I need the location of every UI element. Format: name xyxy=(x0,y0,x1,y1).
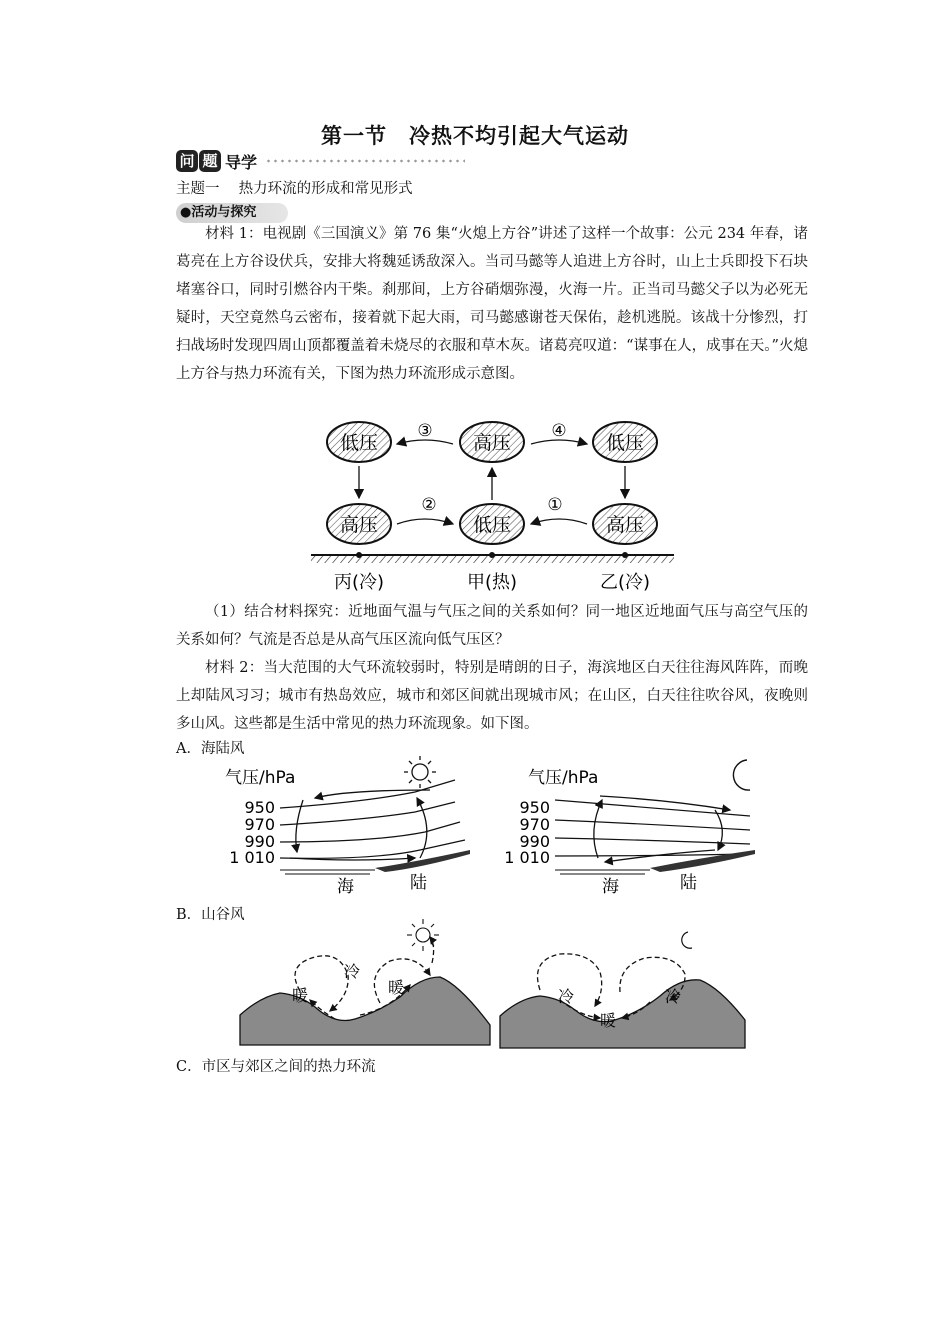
sea-lines xyxy=(555,870,650,874)
badge-text: 导学 xyxy=(225,152,258,172)
land-label: 陆 xyxy=(680,873,697,893)
bottom-left-cell xyxy=(327,504,391,544)
valley-night-diagram xyxy=(500,930,750,1048)
cell-label: 低压 xyxy=(472,514,512,536)
material-2: 材料 2：当大范围的大气环流较弱时，特别是晴朗的日子，海滨地区白天往往海风阵阵，而晚上却陆风习习；城市有热岛效应，城市和郊区间就出现城市风；在山区，白天往往吹谷风，夜晚则多山风。这些都是生活中常见的热力环流现象。如下图。 xyxy=(176,660,808,732)
arrow-2 xyxy=(397,519,453,524)
badge-box-1: 问 xyxy=(176,150,198,172)
section-badge xyxy=(176,148,465,174)
level-970: 970 xyxy=(519,815,550,834)
sun-icon xyxy=(407,919,439,951)
level-950: 950 xyxy=(244,798,275,817)
upper-airflow xyxy=(315,790,430,798)
badge-box-2: 题 xyxy=(199,150,221,172)
land-shape xyxy=(650,850,755,872)
sinking-airflow xyxy=(296,800,303,852)
bottom-mid-cell xyxy=(460,504,524,544)
cold-label: 冷 xyxy=(344,962,361,981)
sea-land-night-diagram xyxy=(500,750,765,897)
sun-icon xyxy=(404,756,436,788)
arrow-label-2: ② xyxy=(421,495,437,515)
cell-label: 高压 xyxy=(472,432,512,454)
top-mid-cell xyxy=(460,422,524,462)
level-1010: 1 010 xyxy=(504,848,550,867)
level-950: 950 xyxy=(519,798,550,817)
ground-label-bing: 丙(冷) xyxy=(333,572,385,593)
warm-label: 暖 xyxy=(600,1011,617,1030)
ground-point xyxy=(622,552,628,558)
top-left-cell xyxy=(327,422,391,462)
cell-label: 高压 xyxy=(605,514,645,536)
sinking-airflow xyxy=(715,810,722,850)
dotted-rule xyxy=(265,158,465,164)
ground-point xyxy=(489,552,495,558)
axis-label: 气压/hPa xyxy=(528,768,599,788)
sea-land-day-diagram xyxy=(225,750,475,897)
level-1010: 1 010 xyxy=(229,848,275,867)
sea-label: 海 xyxy=(337,877,354,897)
arrow-label-1: ① xyxy=(547,495,563,515)
moon-icon xyxy=(733,760,750,790)
cold-label: 冷 xyxy=(665,987,682,1006)
cold-label: 冷 xyxy=(558,987,575,1006)
upper-airflow xyxy=(600,796,730,810)
ground-label-jia: 甲(热) xyxy=(466,572,518,593)
cell-label: 高压 xyxy=(339,514,379,536)
activity-label: ●活动与探究 xyxy=(176,203,288,223)
land-label: 陆 xyxy=(410,873,427,893)
question-1: （1）结合材料探究：近地面气温与气压之间的关系如何？同一地区近地面气压与高空气压的关系如何？气流是否总是从高气压区流向低气压区？ xyxy=(176,604,808,648)
label-sea-land: A．海陆风 xyxy=(176,741,245,757)
valley-day-diagram xyxy=(240,915,490,1045)
bottom-right-cell xyxy=(593,504,657,544)
label-valley: B．山谷风 xyxy=(176,907,245,923)
arrow-label-4: ④ xyxy=(551,421,567,441)
cell-label: 低压 xyxy=(605,432,645,454)
mountain-shape xyxy=(500,980,745,1048)
sea-label: 海 xyxy=(602,877,619,897)
top-right-cell xyxy=(593,422,657,462)
warm-label: 暖 xyxy=(388,978,405,997)
page-title: 第一节 冷热不均引起大气运动 xyxy=(321,124,629,148)
level-990: 990 xyxy=(519,832,550,851)
topic-heading: 主题一 热力环流的形成和常见形式 xyxy=(176,181,413,197)
ground-point xyxy=(356,552,362,558)
ground-label-yi: 乙(冷) xyxy=(599,572,651,593)
level-970: 970 xyxy=(244,815,275,834)
thermal-circulation-diagram xyxy=(305,418,680,596)
level-990: 990 xyxy=(244,832,275,851)
arrow-1 xyxy=(531,519,587,524)
arrow-label-3: ③ xyxy=(417,421,433,441)
rising-airflow xyxy=(594,800,602,858)
warm-label: 暖 xyxy=(292,986,309,1005)
mountain-shape xyxy=(240,977,490,1045)
sea-lines xyxy=(280,870,375,874)
cell-label: 低压 xyxy=(339,432,379,454)
label-urban: C．市区与郊区之间的热力环流 xyxy=(176,1059,376,1075)
material-1: 材料 1：电视剧《三国演义》第 76 集“火熄上方谷”讲述了这样一个故事：公元 234 年春，诸葛亮在上方谷设伏兵，安排大将魏延诱敌深入。当司马懿等人追进上方谷时，山上士兵即投下石块堵塞谷口，同时引燃谷内干柴。刹那间，上方谷硝烟弥漫，火海一片。正当司马懿父子以为必死无疑时，天空竟然乌云密布，接着就下起大雨，司马懿感谢苍天保佑，趁机逃脱。该战十分惨烈，打扫战场时发现四周山顶都覆盖着未烧尽的衣服和草木灰。诸葛亮叹道：“谋事在人，成事在天。”火熄上方谷与热力环流有关，下图为热力环流形成示意图。 xyxy=(176,226,808,382)
axis-label: 气压/hPa xyxy=(225,768,296,788)
moon-icon xyxy=(682,932,692,948)
